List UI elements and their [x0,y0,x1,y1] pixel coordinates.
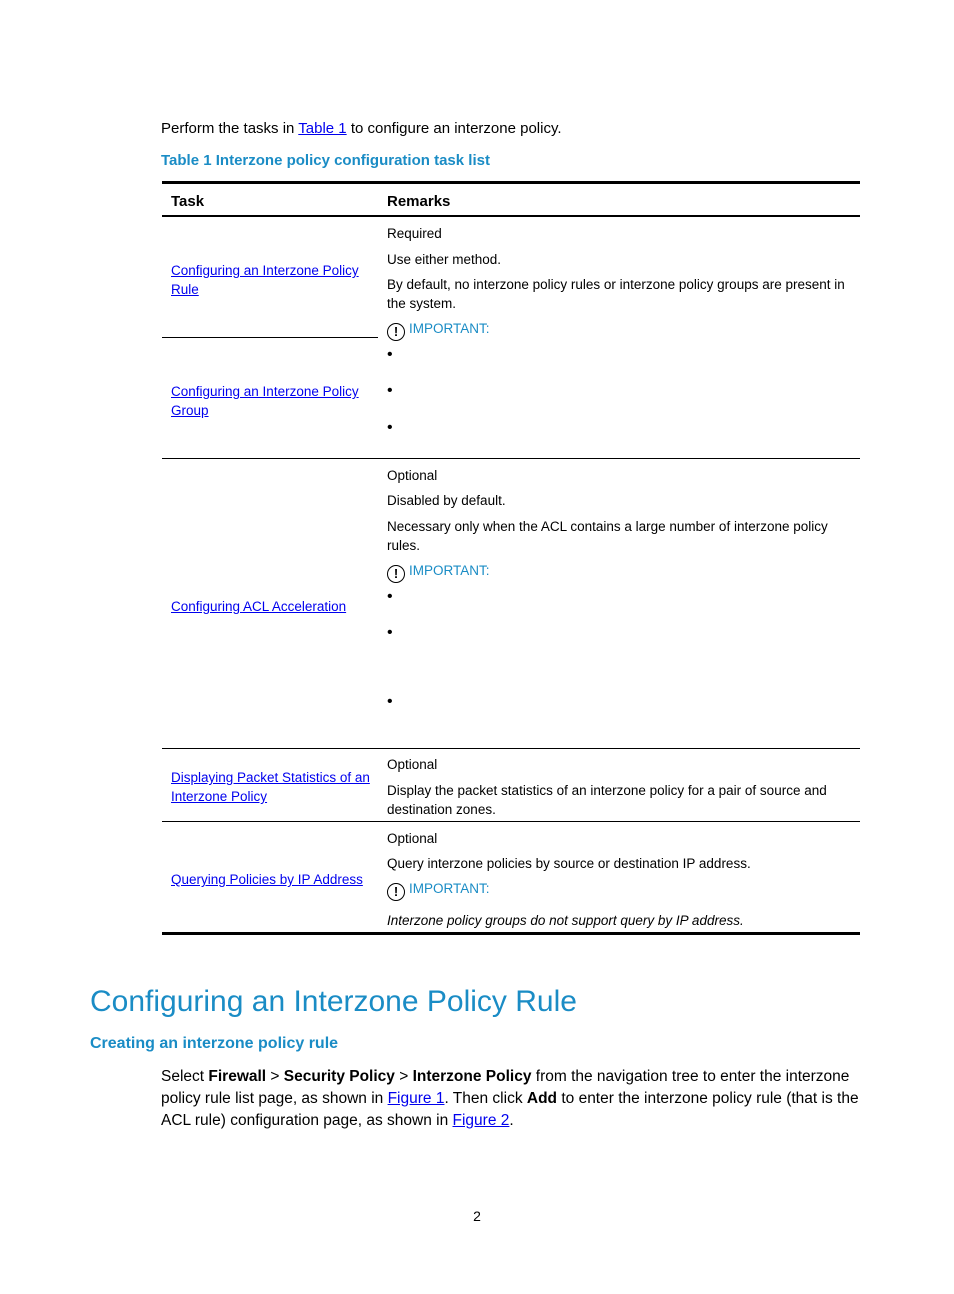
figure-2-link[interactable]: Figure 2 [452,1112,510,1129]
important-icon: ! [387,883,405,901]
remark-text: By default, no interzone policy rules or interzone policy groups are present in the system. [387,277,845,311]
bullet: • [387,624,393,641]
task-link-packet-statistics[interactable]: Displaying Packet Statistics of an Interzone Policy [171,770,370,804]
important-note: ! IMPORTANT: [387,562,855,583]
bullet: • [387,382,393,399]
bullet: • [387,693,393,710]
row-divider [162,337,378,338]
remark-note: Interzone policy groups do not support query by IP address. [387,913,744,928]
bullet: • [387,588,393,605]
task-link-policy-rule[interactable]: Configuring an Interzone Policy Rule [171,263,359,297]
page-number: 2 [473,1208,481,1224]
remark-text: Optional [387,831,438,846]
remark-text: Required [387,226,442,241]
header-task: Task [171,193,205,210]
row-divider [162,458,860,459]
remark-text: Display the packet statistics of an interzone policy for a pair of source and destination zones. [387,783,827,817]
figure-1-link[interactable]: Figure 1 [387,1090,445,1107]
task-link-policy-group[interactable]: Configuring an Interzone Policy Group [171,384,359,418]
remark-text: Optional [387,468,438,483]
row-divider [162,821,860,822]
remark-text: Disabled by default. [387,493,506,508]
remark-text: Necessary only when the ACL contains a large number of interzone policy rules. [387,519,828,553]
section-heading: Configuring an Interzone Policy Rule [90,985,577,1018]
table-bottom-rule [162,932,860,935]
row-divider [162,748,860,749]
important-icon: ! [387,565,405,583]
bullet: • [387,346,393,363]
table-caption: Table 1 Interzone policy configuration task list [161,152,490,169]
intro-text: Perform the tasks in Table 1 to configure an interzone policy. [161,120,562,137]
header-remarks: Remarks [387,193,451,210]
remark-text: Optional [387,757,438,772]
important-note: ! IMPORTANT: [387,880,855,901]
remark-text: Query interzone policies by source or destination IP address. [387,856,751,871]
important-icon: ! [387,323,405,341]
important-note: ! IMPORTANT: [387,320,855,341]
remark-text: Use either method. [387,252,502,267]
bullet: • [387,419,393,436]
task-link-query-policies[interactable]: Querying Policies by IP Address [171,872,363,887]
task-link-acl-acceleration[interactable]: Configuring ACL Acceleration [171,599,347,614]
subsection-heading: Creating an interzone policy rule [90,1035,339,1052]
header-rule [162,215,860,217]
body-paragraph: Select Firewall > Security Policy > Interzone Policy from the navigation tree to enter the interzone policy rule list page, as shown in Figure 1. Then click Add to enter the interzone policy rule (that is the ACL rule) configuration page, as shown in Figure 2. [161,1068,859,1129]
table-1-link[interactable]: Table 1 [298,120,347,137]
table-top-rule [162,181,860,184]
